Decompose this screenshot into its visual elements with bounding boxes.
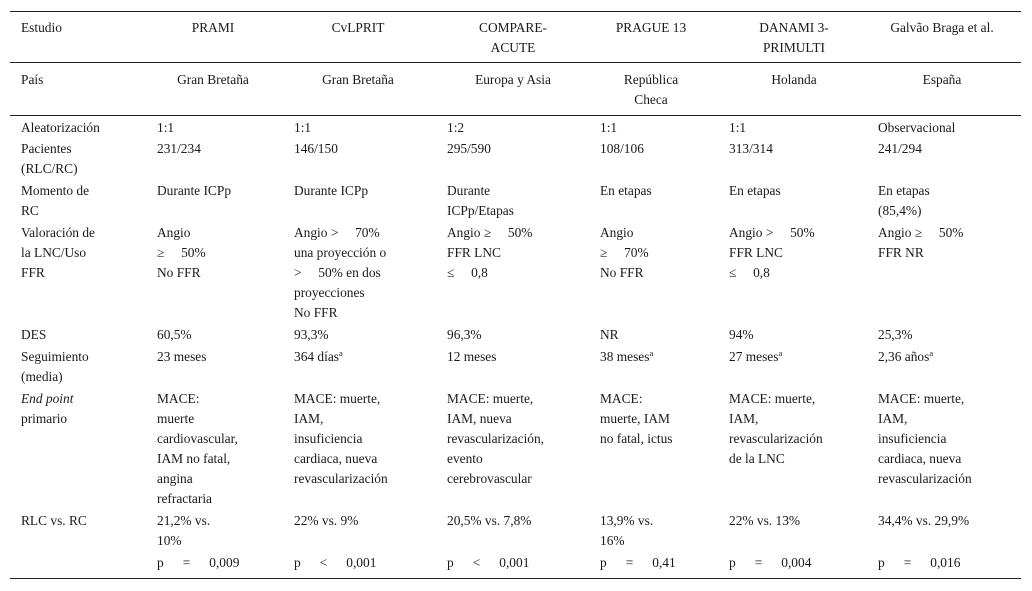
cell-des [447, 325, 482, 345]
cell-line: insuficiencia [878, 431, 947, 446]
p-operator: < [319, 555, 328, 570]
cell-line: 38 meses$^a$ [600, 348, 654, 364]
cell-valoracion [294, 223, 386, 323]
cell-line: Durante ICPp [294, 183, 369, 198]
country-rule [10, 115, 1021, 116]
cell-line: No FFR [294, 305, 338, 320]
row-label-line: la LNC/Uso [21, 245, 87, 260]
cell-line: cardiovascular, [157, 431, 238, 446]
row-label-line: primario [21, 411, 68, 426]
country-line: Europa y Asia [475, 72, 551, 87]
cell-line: En etapas [600, 183, 652, 198]
country-line: Holanda [771, 72, 817, 87]
cell-line: IAM, [729, 411, 759, 426]
cell-line: Durante ICPp [157, 183, 232, 198]
cell-line: FFR LNC [729, 245, 783, 260]
cell-line: revascularización [878, 471, 972, 486]
p-value: 0,016 [930, 555, 961, 570]
country-cell [138, 70, 288, 90]
cell-momento [729, 181, 781, 201]
p-symbol: p [157, 555, 164, 570]
cell-aleatorizacion [600, 118, 617, 138]
cell-line: IAM, nueva [447, 411, 512, 426]
cell-pacientes [600, 139, 644, 159]
footnote-marker: a [339, 348, 343, 358]
cell-des [157, 325, 192, 345]
cell-seguimiento [447, 347, 496, 367]
country-row-label: País [21, 72, 44, 87]
country-line: República [623, 72, 679, 87]
cell-momento [600, 181, 652, 201]
row-label-line: (RLC/RC) [21, 161, 78, 176]
study-name-line: COMPARE- [479, 20, 547, 35]
cell-endpoint [294, 389, 388, 489]
study-name-line: ACUTE [490, 40, 536, 55]
p-value-cell [157, 553, 239, 573]
study-name-line: PRAGUE 13 [615, 20, 687, 35]
row-label-line: Pacientes [21, 141, 72, 156]
cell-line: ≤ 0,8 [729, 265, 770, 280]
cell-line: muerte [157, 411, 195, 426]
p-value: 0,009 [209, 555, 240, 570]
cell-line: 295/590 [447, 141, 491, 156]
cell-momento [157, 181, 231, 201]
p-symbol: p [878, 555, 885, 570]
study-name-line: PRAMI [191, 20, 235, 35]
cell-aleatorizacion [878, 118, 955, 138]
p-symbol: p [600, 555, 607, 570]
row-label-line: Aleatorización [21, 120, 100, 135]
header-rule [10, 62, 1021, 63]
row-label-momento [21, 181, 89, 221]
cell-line: IAM, [878, 411, 908, 426]
cell-line: 146/150 [294, 141, 338, 156]
study-name [576, 18, 726, 38]
country-line: Gran Bretaña [177, 72, 249, 87]
cell-line: 22% vs. 13% [729, 513, 801, 528]
study-name-line: CvLPRIT [331, 20, 385, 35]
row-label-des [21, 325, 46, 345]
cell-line: MACE: muerte, [729, 391, 816, 406]
cell-valoracion [600, 223, 649, 283]
row-label-pacientes [21, 139, 78, 179]
cell-line: Angio > 70% [294, 225, 380, 240]
p-value: 0,001 [499, 555, 530, 570]
cell-rlc_rc [447, 511, 531, 531]
cell-line: 21,2% vs. [157, 513, 211, 528]
cell-line: 313/314 [729, 141, 773, 156]
row-label-line: RC [21, 203, 39, 218]
p-symbol: p [447, 555, 454, 570]
cell-des [878, 325, 913, 345]
study-name [438, 18, 588, 58]
p-value-cell [447, 553, 529, 573]
cell-line: 94% [729, 327, 754, 342]
cell-line: Angio > 50% [729, 225, 815, 240]
p-value-cell [878, 553, 960, 573]
cell-line: 60,5% [157, 327, 192, 342]
cell-line: MACE: [157, 391, 200, 406]
cell-seguimiento [600, 347, 653, 367]
cell-rlc_rc [878, 511, 969, 531]
cell-line: de la LNC [729, 451, 785, 466]
cell-endpoint [157, 389, 238, 509]
cell-aleatorizacion [729, 118, 746, 138]
cell-seguimiento [157, 347, 206, 367]
cell-seguimiento [294, 347, 343, 367]
cell-line: Observacional [878, 120, 956, 135]
country-line: Gran Bretaña [322, 72, 394, 87]
cell-aleatorizacion [157, 118, 174, 138]
cell-line: ≤ 0,8 [447, 265, 488, 280]
footnote-marker: a [929, 348, 934, 358]
cell-endpoint [878, 389, 972, 489]
cell-pacientes [878, 139, 922, 159]
cell-line: Angio ≥ 50% [447, 225, 533, 240]
cell-des [729, 325, 754, 345]
row-label-line: Momento de [21, 183, 90, 198]
header-row-label: Estudio [21, 20, 62, 35]
cell-line: Angio [600, 225, 634, 240]
cell-line: En etapas [729, 183, 781, 198]
cell-line: IAM, [294, 411, 324, 426]
study-name [719, 18, 869, 58]
cell-line: Durante [447, 183, 491, 198]
cell-valoracion [447, 223, 532, 283]
cell-line: cerebrovascular [447, 471, 532, 486]
cell-line: (85,4%) [878, 203, 922, 218]
cell-line: FFR NR [878, 245, 924, 260]
p-symbol: p [729, 555, 736, 570]
cell-rlc_rc [600, 511, 653, 551]
row-label-rlc_rc [21, 511, 87, 531]
cell-momento [878, 181, 930, 221]
cell-line: revascularización, [447, 431, 545, 446]
cell-pacientes [729, 139, 773, 159]
cell-line: 1:1 [729, 120, 747, 135]
cell-line: ≥ 70% [600, 245, 649, 260]
cell-line: 364 días$^a$ [294, 348, 343, 364]
p-value: 0,004 [781, 555, 812, 570]
cell-line: 20,5% vs. 7,8% [447, 513, 532, 528]
cell-line: MACE: muerte, [294, 391, 381, 406]
country-cell [719, 70, 869, 90]
p-symbol: p [294, 555, 301, 570]
p-value: 0,001 [346, 555, 377, 570]
row-label-line: End point [21, 391, 74, 406]
cell-line: muerte, IAM [600, 411, 670, 426]
cell-line: 231/234 [157, 141, 201, 156]
cell-line: revascularización [294, 471, 388, 486]
cell-line: ≥ 50% [157, 245, 206, 260]
p-operator: = [182, 555, 191, 570]
cell-rlc_rc [294, 511, 358, 531]
cell-line: 96,3% [447, 327, 482, 342]
cell-line: NR [600, 327, 619, 342]
country-line: España [922, 72, 962, 87]
row-label-line: FFR [21, 265, 45, 280]
cell-line: una proyección o [294, 245, 387, 260]
p-value-cell [294, 553, 376, 573]
cell-des [294, 325, 329, 345]
country-cell [438, 70, 588, 90]
row-label-line: DES [21, 327, 47, 342]
p-operator: = [754, 555, 763, 570]
cell-pacientes [157, 139, 201, 159]
cell-seguimiento [729, 347, 782, 367]
cell-endpoint [447, 389, 544, 489]
cell-pacientes [294, 139, 338, 159]
row-label-line: (media) [21, 369, 63, 384]
footnote-marker: a [649, 348, 654, 358]
cell-valoracion [729, 223, 815, 283]
footnote-marker: a [778, 348, 783, 358]
cell-line: IAM no fatal, [157, 451, 231, 466]
country-line: Checa [634, 92, 668, 107]
cell-valoracion [157, 223, 206, 283]
row-label-seguimiento [21, 347, 89, 387]
cell-aleatorizacion [447, 118, 464, 138]
study-name-line: PRIMULTI [762, 40, 825, 55]
cell-line: 1:1 [600, 120, 618, 135]
row-label-line: Seguimiento [21, 349, 89, 364]
cell-pacientes [447, 139, 491, 159]
cell-line: angina [157, 471, 193, 486]
cell-line: 93,3% [294, 327, 329, 342]
cell-line: 1:1 [157, 120, 175, 135]
study-name-line: DANAMI 3- [759, 20, 829, 35]
cell-line: MACE: [600, 391, 643, 406]
cell-line: refractaria [157, 491, 212, 506]
cell-line: ICPp/Etapas [447, 203, 514, 218]
cell-momento [447, 181, 514, 221]
p-operator: = [625, 555, 634, 570]
cell-line: En etapas [878, 183, 930, 198]
study-name [867, 18, 1017, 38]
cell-rlc_rc [729, 511, 800, 531]
p-value-cell [729, 553, 811, 573]
row-label-line: Valoración de [21, 225, 95, 240]
cell-line: No FFR [600, 265, 644, 280]
cell-line: cardiaca, nueva [878, 451, 962, 466]
p-value: 0,41 [652, 555, 676, 570]
cell-line: proyecciones [294, 285, 365, 300]
cell-line: MACE: muerte, [878, 391, 965, 406]
cell-rlc_rc [157, 511, 210, 551]
cell-des [600, 325, 619, 345]
p-value-cell [600, 553, 676, 573]
row-label-valoracion [21, 223, 95, 283]
cell-line: 25,3% [878, 327, 913, 342]
cell-line: 1:1 [294, 120, 312, 135]
cell-momento [294, 181, 368, 201]
cell-line: 34,4% vs. 29,9% [878, 513, 970, 528]
study-name [283, 18, 433, 38]
cell-line: Angio ≥ 50% [878, 225, 964, 240]
cell-line: No FFR [157, 265, 201, 280]
cell-endpoint [729, 389, 823, 469]
cell-line: 10% [157, 533, 182, 548]
row-label-endpoint [21, 389, 73, 429]
cell-line: insuficiencia [294, 431, 363, 446]
country-cell [283, 70, 433, 90]
cell-line: revascularización [729, 431, 823, 446]
study-name [138, 18, 288, 38]
cell-line: 16% [600, 533, 625, 548]
cell-line: 22% vs. 9% [294, 513, 359, 528]
cell-line: 1:2 [447, 120, 465, 135]
cell-line: 108/106 [600, 141, 644, 156]
row-label-line: RLC vs. RC [21, 513, 87, 528]
cell-line: Angio [157, 225, 191, 240]
cell-line: 2,36 años$^a$ [878, 348, 934, 364]
cell-line: cardiaca, nueva [294, 451, 378, 466]
cell-line: MACE: muerte, [447, 391, 534, 406]
p-operator: = [903, 555, 912, 570]
cell-valoracion [878, 223, 963, 263]
cell-endpoint [600, 389, 673, 449]
country-cell [867, 70, 1017, 90]
cell-line: 27 meses$^a$ [729, 348, 783, 364]
p-operator: < [472, 555, 481, 570]
cell-line: no fatal, ictus [600, 431, 673, 446]
country-cell [576, 70, 726, 110]
cell-aleatorizacion [294, 118, 311, 138]
cell-line: 23 meses [157, 349, 207, 364]
cell-line: 12 meses [447, 349, 497, 364]
comparison-table [10, 11, 1021, 579]
study-name-line: Galvão Braga et al. [890, 20, 994, 35]
cell-line: evento [447, 451, 483, 466]
cell-line: 241/294 [878, 141, 922, 156]
row-label-aleatorizacion [21, 118, 100, 138]
cell-seguimiento [878, 347, 933, 367]
cell-line: > 50% en dos [294, 265, 381, 280]
cell-line: FFR LNC [447, 245, 501, 260]
cell-line: 13,9% vs. [600, 513, 654, 528]
